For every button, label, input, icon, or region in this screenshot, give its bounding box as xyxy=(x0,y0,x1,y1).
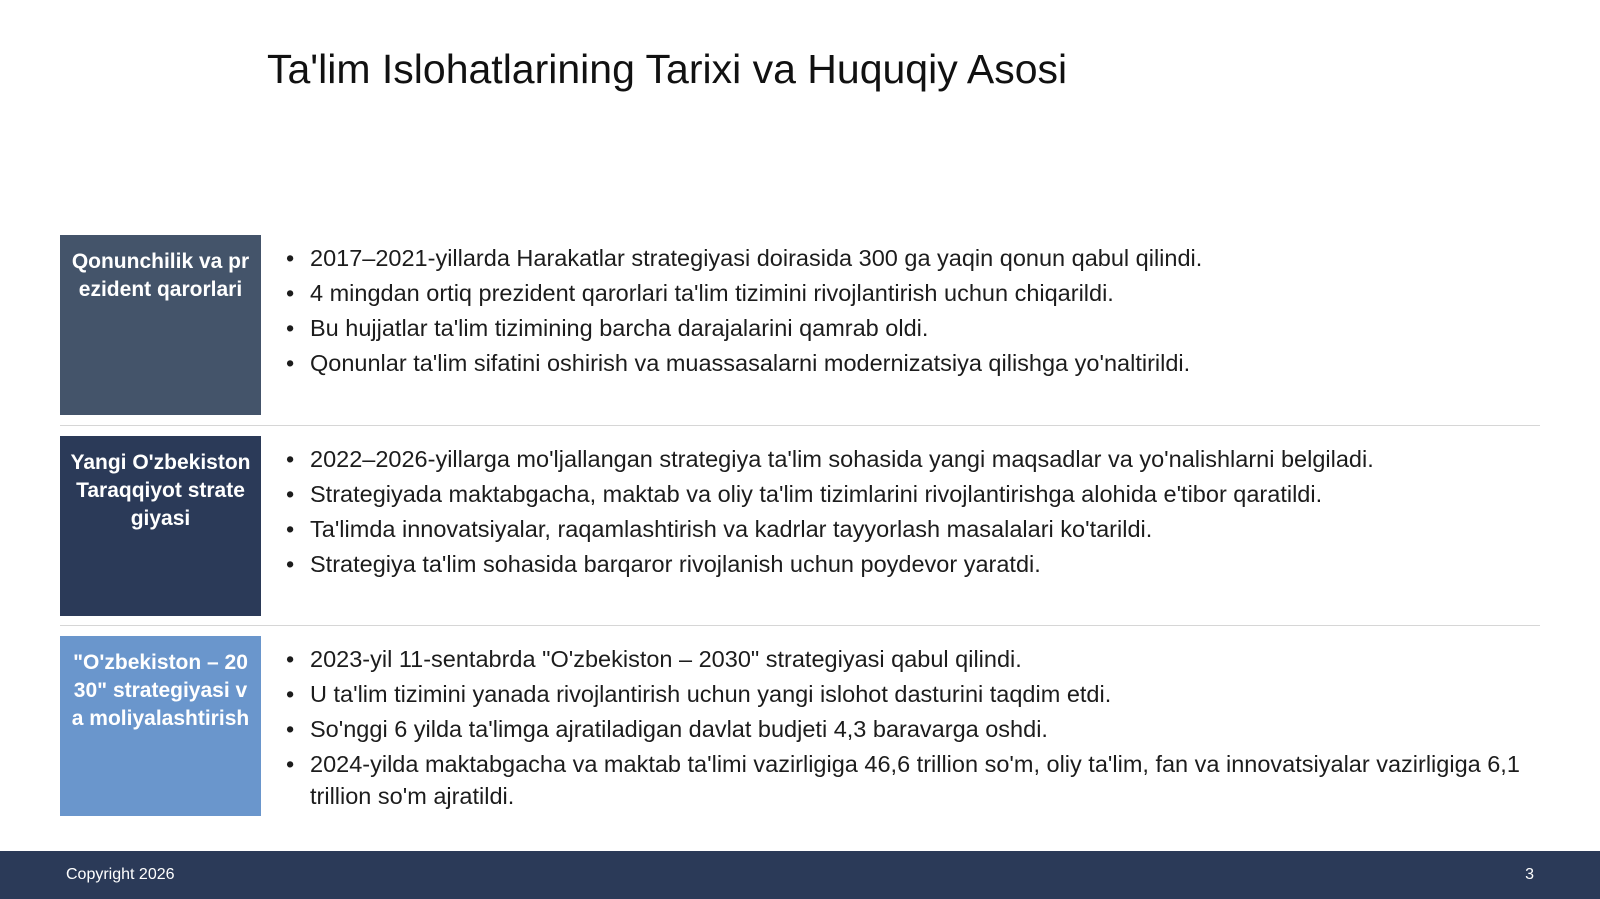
bullet-item: • 2024-yilda maktabgacha va maktab ta'limi vazirligiga 46,6 trillion so'm, oliy ta'lim, fan va innovatsiyalar vazirligiga 6,1 trillion so'm ajratildi. xyxy=(286,748,1546,812)
section-label: Yangi O'zbekiston Taraqqiyot strategiyasi xyxy=(60,436,261,616)
bullet-item: • So'nggi 6 yilda ta'limga ajratiladigan davlat budjeti 4,3 baravarga oshdi. xyxy=(286,713,1546,745)
section-development-strategy xyxy=(60,436,1540,616)
bullet-item: • 4 mingdan ortiq prezident qarorlari ta'lim tizimini rivojlantirish uchun chiqarildi. xyxy=(286,277,1546,309)
section-2030-strategy xyxy=(60,636,1540,816)
bullet-item: • Strategiyada maktabgacha, maktab va oliy ta'lim tizimlarini rivojlantirishga alohida e'tibor qaratildi. xyxy=(286,478,1546,510)
bullet-item: • Strategiya ta'lim sohasida barqaror rivojlanish uchun poydevor yaratdi. xyxy=(286,548,1546,580)
section-legislation xyxy=(60,235,1540,415)
bullet-item: • 2017–2021-yillarda Harakatlar strategiyasi doirasida 300 ga yaqin qonun qabul qilindi. xyxy=(286,242,1546,274)
footer-bar xyxy=(0,851,1600,899)
bullet-list xyxy=(286,242,1546,382)
section-divider xyxy=(60,425,1540,426)
bullet-item: • Qonunlar ta'lim sifatini oshirish va muassasalarni modernizatsiya qilishga yo'naltirildi. xyxy=(286,347,1546,379)
section-label: Qonunchilik va prezident qarorlari xyxy=(60,235,261,415)
bullet-list xyxy=(286,643,1546,815)
slide-title: Ta'lim Islohatlarining Tarixi va Huquqiy Asosi xyxy=(267,46,1068,92)
footer-copyright: Copyright 2026 xyxy=(66,866,175,883)
bullet-list xyxy=(286,443,1546,583)
section-divider xyxy=(60,625,1540,626)
bullet-item: • U ta'lim tizimini yanada rivojlantirish uchun yangi islohot dasturini taqdim etdi. xyxy=(286,678,1546,710)
bullet-item: • Bu hujjatlar ta'lim tizimining barcha darajalarini qamrab oldi. xyxy=(286,312,1546,344)
bullet-item: • 2022–2026-yillarga mo'ljallangan strategiya ta'lim sohasida yangi maqsadlar va yo'nalishlarni belgiladi. xyxy=(286,443,1546,475)
bullet-item: • Ta'limda innovatsiyalar, raqamlashtirish va kadrlar tayyorlash masalalari ko'tarildi. xyxy=(286,513,1546,545)
section-label: "O'zbekiston – 2030" strategiyasi va moliyalashtirish xyxy=(60,636,261,816)
bullet-item: • 2023-yil 11-sentabrda "O'zbekiston – 2030" strategiyasi qabul qilindi. xyxy=(286,643,1546,675)
page-number: 3 xyxy=(1525,866,1534,883)
